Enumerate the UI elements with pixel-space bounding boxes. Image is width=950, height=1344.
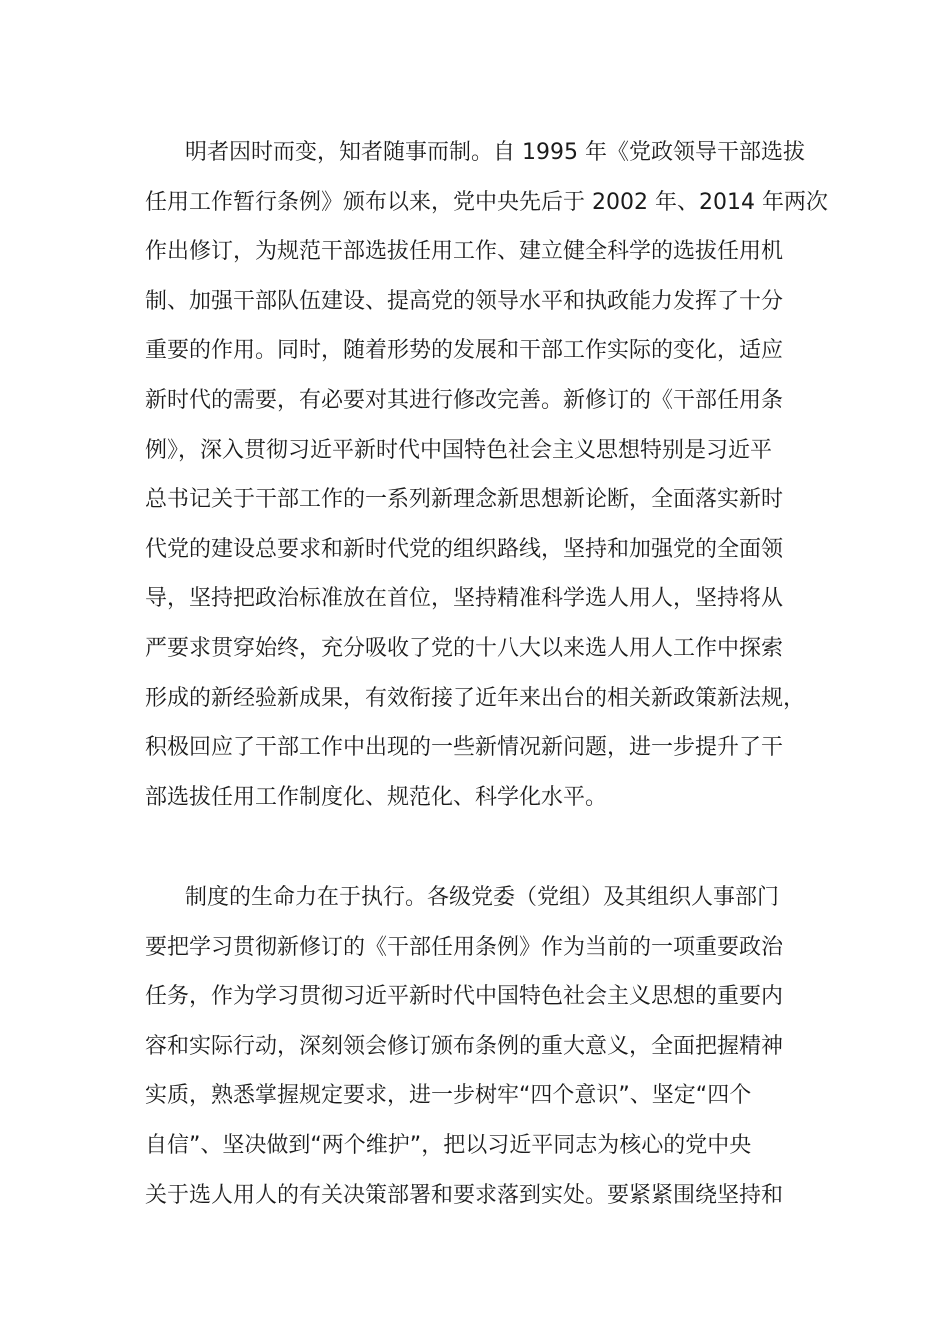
text-line: 导，坚持把政治标准放在首位，坚持精准科学选人用人，坚持将从	[145, 586, 784, 612]
text-line: 自信”、坚决做到“两个维护”，把以习近平同志为核心的党中央	[145, 1133, 752, 1158]
text-line: 总书记关于干部工作的一系列新理念新思想新论断，全面落实新时	[145, 487, 784, 513]
text-line: 严要求贯穿始终，充分吸收了党的十八大以来选人用人工作中探索	[145, 636, 784, 661]
text-line: 积极回应了干部工作中出现的一些新情况新问题，进一步提升了干	[145, 735, 784, 761]
text-line: 实质，熟悉掌握规定要求，进一步树牢“四个意识”、坚定“四个	[145, 1083, 752, 1109]
text-line: 代党的建设总要求和新时代党的组织路线，坚持和加强党的全面领	[145, 536, 784, 562]
text-line: 关于选人用人的有关决策部署和要求落到实处。要紧紧围绕坚持和	[145, 1182, 784, 1208]
text-line: 重要的作用。同时，随着形势的发展和干部工作实际的变化，适应	[145, 338, 784, 364]
text-line: 任用工作暂行条例》颁布以来，党中央先后于 2002 年、2014 年两次	[145, 189, 828, 215]
text-line: 作出修订，为规范干部选拔任用工作、建立健全科学的选拔任用机	[145, 239, 784, 265]
text-line: 明者因时而变，知者随事而制。自 1995 年《党政领导干部选拔	[185, 140, 805, 165]
text-line: 要把学习贯彻新修订的《干部任用条例》作为当前的一项重要政治	[145, 934, 784, 960]
text-line: 部选拔任用工作制度化、规范化、科学化水平。	[145, 784, 608, 810]
text-line: 制度的生命力在于执行。各级党委（党组）及其组织人事部门	[185, 885, 780, 910]
text-line: 容和实际行动，深刻领会修订颁布条例的重大意义，全面把握精神	[145, 1033, 784, 1059]
text-line: 任务，作为学习贯彻习近平新时代中国特色社会主义思想的重要内	[145, 984, 784, 1010]
text-line: 例》，深入贯彻习近平新时代中国特色社会主义思想特别是习近平	[145, 437, 773, 463]
text-line: 新时代的需要，有必要对其进行修改完善。新修订的《干部任用条	[145, 388, 784, 413]
text-line: 形成的新经验新成果，有效衔接了近年来出台的相关新政策新法规，	[145, 685, 806, 711]
text-line: 制、加强干部队伍建设、提高党的领导水平和执政能力发挥了十分	[145, 288, 784, 314]
